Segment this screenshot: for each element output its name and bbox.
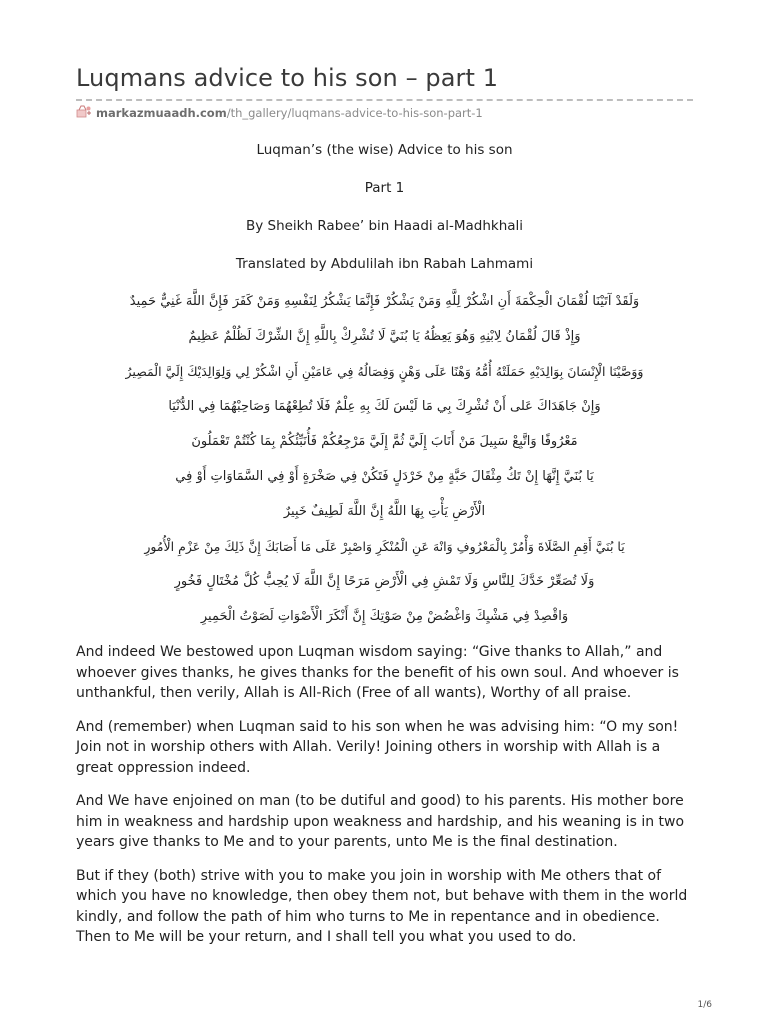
article-heading: Luqman’s (the wise) Advice to his son bbox=[256, 142, 513, 158]
arabic-verse: مَعْرُوفًا وَاتَّبِعْ سَبِيلَ مَنْ أَنَابَ إِلَيَّ ثُمَّ إِلَيَّ مَرْجِعُكُمْ فَأُنَبِّئُكُمْ بِمَا كُنْتُمْ تَعْمَلُونَ bbox=[191, 434, 578, 449]
arabic-verse: الْأَرْضِ يَأْتِ بِهَا اللَّهُ إِنَّ اللَّهَ لَطِيفٌ خَبِيرٌ bbox=[283, 504, 486, 519]
source-domain[interactable]: markazmuaadh.com bbox=[96, 105, 227, 120]
arabic-verse: يَا بُنَيَّ إِنَّهَا إِنْ تَكُ مِثْقَالَ حَبَّةٍ مِنْ خَرْدَلٍ فَتَكُنْ فِي صَخْرَةٍ أَوْ فِي السَّمَاوَاتِ أَوْ فِي bbox=[175, 469, 594, 484]
site-favicon-icon bbox=[76, 104, 96, 121]
arabic-verse: وَوَصَّيْنَا الْإِنْسَانَ بِوَالِدَيْهِ حَمَلَتْهُ أُمُّهُ وَهْنًا عَلَى وَهْنٍ وَفِصَالُهُ فِي عَامَيْنِ أَنِ اشْكُرْ لِي وَلِوَالِدَيْكَ إِلَيَّ الْمَصِيرُ bbox=[125, 364, 644, 379]
arabic-verse: وَإِنْ جَاهَدَاكَ عَلى أَنْ تُشْرِكَ بِي مَا لَيْسَ لَكَ بِهِ عِلْمٌ فَلَا تُطِعْهُمَا وَصَاحِبْهُمَا فِي الدُّنْيَا bbox=[168, 399, 601, 414]
arabic-verse: وَإِذْ قَالَ لُقْمَانُ لِابْنِهِ وَهُوَ يَعِظُهُ يَا بُنَيَّ لَا تُشْرِكْ بِاللَّهِ إِنَّ الشِّرْكَ لَظُلْمٌ عَظِيمٌ bbox=[188, 329, 581, 344]
arabic-verse: وَاقْصِدْ فِي مَشْيِكَ وَاغْضُضْ مِنْ صَوْتِكَ إِنَّ أَنْكَرَ الْأَصْوَاتِ لَصَوْتُ الْحَمِيرِ bbox=[200, 609, 569, 624]
translation-paragraph: And We have enjoined on man (to be dutiful and good) to his parents. His mother bore him in weakness and hardship upon weakness and hardship, and his weaning is in two years give thanks to Me and to your parents, unto Me is the final destination. bbox=[76, 793, 685, 850]
source-url[interactable] bbox=[76, 104, 483, 121]
arabic-verse: وَلَقَدْ آتَيْنَا لُقْمَانَ الْحِكْمَةَ أَنِ اشْكُرْ لِلَّهِ وَمَنْ يَشْكُرْ فَإِنَّمَا يَشْكُرُ لِنَفْسِهِ وَمَنْ كَفَرَ فَإِنَّ اللَّهَ غَنِيٌّ حَمِيدٌ bbox=[129, 294, 640, 309]
translation-paragraph: And (remember) when Luqman said to his son when he was advising him: “O my son! Join not in worship others with Allah. Verily! Joining others in worship with Allah is a great oppression indeed. bbox=[76, 718, 679, 776]
article-part: Part 1 bbox=[364, 180, 405, 196]
article-author: By Sheikh Rabee’ bin Haadi al-Madhkhali bbox=[245, 218, 524, 234]
arabic-verse: يَا بُنَيَّ أَقِمِ الصَّلَاةَ وَأْمُرْ بِالْمَعْرُوفِ وَانْهَ عَنِ الْمُنْكَرِ وَاصْبِرْ عَلَى مَا أَصَابَكَ إِنَّ ذَلِكَ مِنْ عَزْمِ الْأُمُورِ bbox=[144, 539, 625, 554]
title-divider bbox=[76, 99, 693, 101]
translation-paragraph: But if they (both) strive with you to make you join in worship with Me others that of which you have no knowledge, then obey them not, but behave with them in the world kindly, and follow the path of him who turns to Me in repentance and in obedience. Then to Me will be your return, and I shall tell you what you used to do. bbox=[76, 867, 688, 945]
page-title: Luqmans advice to his son – part 1 bbox=[76, 64, 499, 92]
source-path[interactable]: /th_gallery/luqmans-advice-to-his-son-part-1 bbox=[226, 105, 483, 120]
article-body bbox=[76, 140, 693, 961]
page-number: 1/6 bbox=[697, 1000, 712, 1010]
translation-paragraph: And indeed We bestowed upon Luqman wisdom saying: “Give thanks to Allah,” and whoever gives thanks, he gives thanks for the benefit of his own soul. And whoever is unthankful, then verily, Allah is All-Rich (Free of all wants), Worthy of all praise. bbox=[76, 644, 679, 701]
article-translator: Translated by Abdulilah ibn Rabah Lahmami bbox=[235, 256, 534, 272]
arabic-verse: وَلَا تُصَعِّرْ خَدَّكَ لِلنَّاسِ وَلَا تَمْشِ فِي الْأَرْضِ مَرَحًا إِنَّ اللَّهَ لَا يُحِبُّ كُلَّ مُخْتَالٍ فَخُورٍ bbox=[174, 574, 595, 589]
